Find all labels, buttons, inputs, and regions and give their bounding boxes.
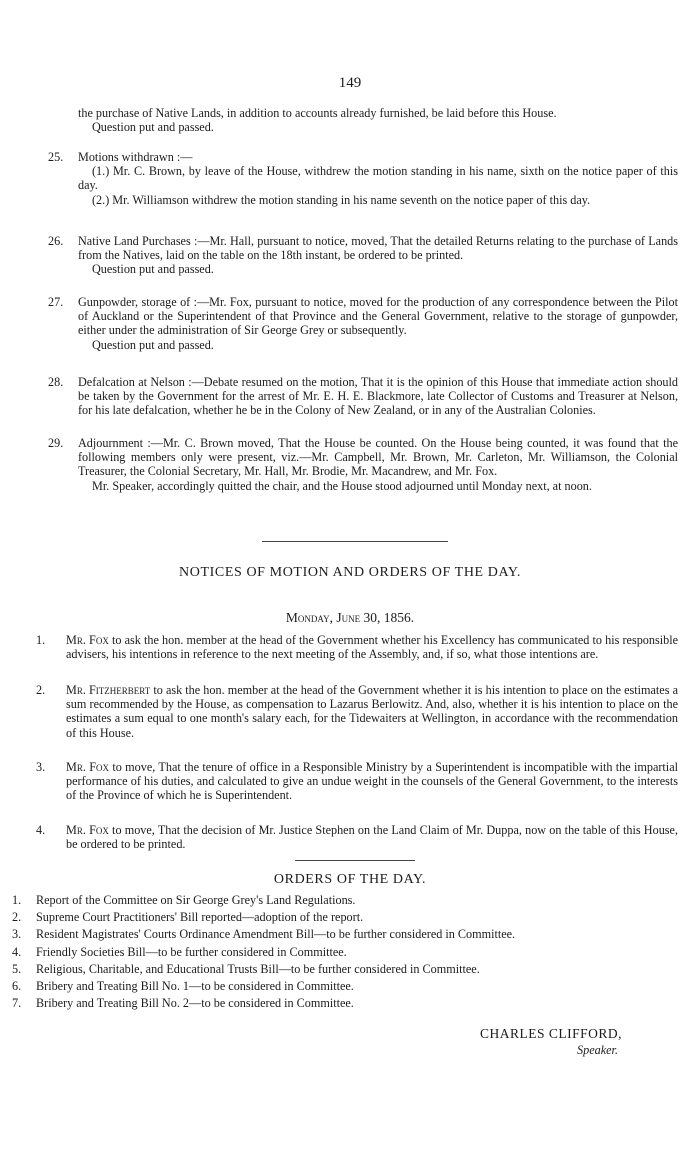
item-number: 27. bbox=[48, 295, 64, 309]
item-text: Defalcation at Nelson :—Debate resumed on the motion, That it is the opinion of this House that immediate action should be taken by the Government for the arrest of Mr. E. H. E. Blackmore, late Collector of Customs and Treasurer at Nelson, for his late defalcation, whether he be in the Colony of New Zealand, or in any of the Australian Colonies. bbox=[78, 375, 678, 418]
notice-text: to ask the hon. member at the head of the Government whether it is his intention to place on the estimates a sum recommended by the House, as compensation to Lazarus Berlowitz. And, also, whether it is his intention to place on the estimates a sum equal to one month's salary each, for the Tidewaiters at Wellington, in accordance with the recommendation of this House. bbox=[66, 683, 678, 740]
notices-heading: NOTICES OF MOTION AND ORDERS OF THE DAY. bbox=[179, 565, 521, 580]
item-text: Gunpowder, storage of :—Mr. Fox, pursuant to notice, moved for the production of any correspondence between the Pilot of Auckland or the Superintendent of that Province and the General Government, relative to the storage of gunpowder, either under the administration of Sir George Grey or subsequently. bbox=[78, 295, 678, 338]
notice-text: to move, That the decision of Mr. Justice Stephen on the Land Claim of Mr. Duppa, now on the table of this House, be ordered to be printed. bbox=[66, 823, 678, 852]
intro-paragraph bbox=[78, 106, 678, 134]
section-divider bbox=[262, 541, 448, 542]
order-text: Supreme Court Practitioners' Bill reported—adoption of the report. bbox=[36, 910, 364, 925]
order-text: Friendly Societies Bill—to be further considered in Committee. bbox=[36, 944, 347, 959]
item-text: Adjournment :—Mr. C. Brown moved, That the House be counted. On the House being counted, it was found that the following members only were present, viz.—Mr. Campbell, Mr. Brown, Mr. Carleton, Mr. Williamson, the Colonial Treasurer, the Colonial Secretary, Mr. Hall, Mr. Brodie, Mr. Macandrew, and Mr. Fox. bbox=[78, 436, 678, 479]
order-text: Resident Magistrates' Courts Ordinance Amendment Bill—to be further considered in Committee. bbox=[36, 927, 516, 942]
notice-text: to ask the hon. member at the head of the Government whether his Excellency has communicated to his responsible advisers, his intentions in reference to the next meeting of the Assembly, and, if so, what those intentions are. bbox=[66, 633, 679, 662]
item-number: 6. bbox=[12, 979, 22, 994]
sub-item: (2.) Mr. Williamson withdrew the motion standing in his name seventh on the notice paper of this day. bbox=[92, 192, 591, 207]
notice-item-4 bbox=[36, 823, 678, 852]
notices-date: Monday, June 30, 1856. bbox=[285, 610, 415, 625]
notice-lead: Mr. Fox bbox=[66, 760, 110, 774]
item-number: 28. bbox=[48, 375, 64, 389]
item-number: 4. bbox=[36, 823, 46, 837]
proceeding-item-26 bbox=[48, 234, 678, 277]
adjournment-note: Mr. Speaker, accordingly quitted the chair, and the House stood adjourned until Monday next, at noon. bbox=[92, 478, 592, 493]
notice-lead: Mr. Fitzherbert bbox=[66, 683, 151, 697]
proceeding-item-28 bbox=[48, 375, 678, 418]
notice-item-1 bbox=[36, 633, 679, 662]
sub-item: (1.) Mr. C. Brown, by leave of the House, withdrew the motion standing in his name, sixth on the notice paper of this day. bbox=[78, 164, 678, 193]
item-number: 4. bbox=[12, 944, 22, 959]
proceeding-item-29 bbox=[48, 436, 678, 493]
orders-divider bbox=[295, 860, 415, 861]
notice-text: to move, That the tenure of office in a Responsible Ministry by a Superintendent is incompatible with the impartial performance of his duties, and calculated to give an undue weight in the counsels of the General Government, to the interests of the Province of which he is Superintendent. bbox=[66, 760, 678, 803]
item-result: Question put and passed. bbox=[92, 262, 214, 277]
signature-name: CHARLES CLIFFORD, bbox=[479, 1026, 622, 1041]
item-number: 1. bbox=[36, 633, 46, 647]
item-number: 2. bbox=[36, 683, 46, 697]
notice-item-2 bbox=[36, 683, 678, 740]
notice-lead: Mr. Fox bbox=[66, 823, 109, 837]
proceeding-item-27 bbox=[48, 295, 678, 352]
proceeding-item-25 bbox=[48, 150, 678, 207]
page-number: 149 bbox=[338, 75, 362, 91]
signature-title: Speaker. bbox=[577, 1043, 618, 1057]
item-text: Motions withdrawn :— bbox=[78, 150, 193, 164]
item-number: 5. bbox=[12, 961, 22, 976]
orders-list bbox=[12, 893, 680, 1013]
notice-lead: Mr. Fox bbox=[66, 633, 109, 647]
item-number: 25. bbox=[48, 150, 64, 164]
order-text: Bribery and Treating Bill No. 1—to be considered in Committee. bbox=[36, 979, 354, 994]
intro-result: Question put and passed. bbox=[92, 120, 214, 135]
order-text: Bribery and Treating Bill No. 2—to be considered in Committee. bbox=[36, 996, 354, 1011]
item-result: Question put and passed. bbox=[92, 337, 214, 352]
order-text: Religious, Charitable, and Educational Trusts Bill—to be further considered in Committee. bbox=[36, 961, 480, 976]
item-text: Native Land Purchases :—Mr. Hall, pursuant to notice, moved, That the detailed Returns relating to the purchase of Lands from the Natives, laid on the table on the 18th instant, be ordered to be printed. bbox=[78, 234, 678, 263]
notice-item-3 bbox=[36, 760, 678, 803]
item-number: 2. bbox=[12, 910, 22, 925]
item-number: 7. bbox=[12, 996, 22, 1011]
orders-heading: ORDERS OF THE DAY. bbox=[273, 872, 427, 887]
item-number: 26. bbox=[48, 234, 64, 248]
intro-text: the purchase of Native Lands, in addition to accounts already furnished, be laid before this House. bbox=[78, 106, 557, 120]
order-text: Report of the Committee on Sir George Grey's Land Regulations. bbox=[36, 893, 356, 907]
item-number: 3. bbox=[36, 760, 46, 774]
item-number: 3. bbox=[12, 927, 22, 942]
item-number: 1. bbox=[12, 893, 22, 907]
item-number: 29. bbox=[48, 436, 64, 450]
